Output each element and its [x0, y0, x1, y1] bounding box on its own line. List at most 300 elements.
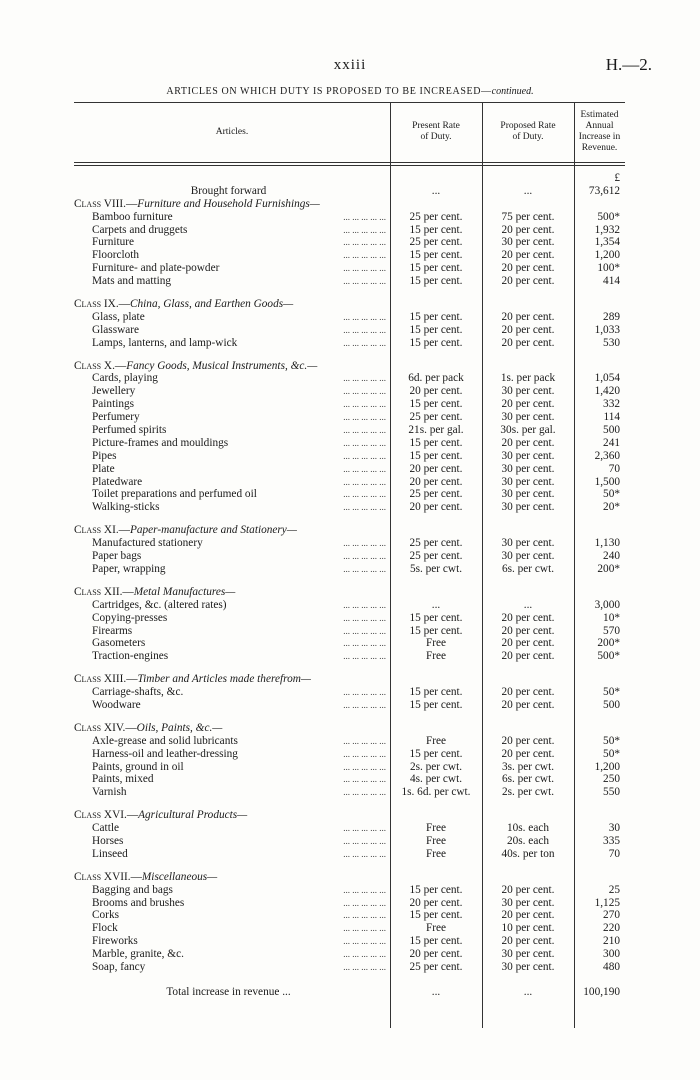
present-rate-cell: Free [425, 637, 447, 650]
class-heading [74, 722, 625, 735]
table-row [74, 835, 625, 848]
class-title: Class XIV.— [74, 721, 137, 734]
increase-cell: 1,500 [594, 475, 620, 488]
proposed-rate-cell: 30 per cent. [501, 948, 555, 961]
proposed-rate-cell: ... [523, 184, 533, 197]
leader-dots: ... ... ... ... ... [343, 638, 386, 649]
leader-dots: ... ... ... ... ... [343, 551, 386, 562]
table-row [74, 224, 625, 237]
increase-cell: 100* [597, 262, 620, 275]
leader-dots: ... ... ... ... ... [343, 848, 386, 859]
present-rate-cell: 15 per cent. [409, 449, 463, 462]
present-rate-cell: 15 per cent. [409, 935, 463, 948]
leader-dots: ... ... ... ... ... [343, 884, 386, 895]
article-name: Gasometers [92, 637, 148, 649]
class-title-cell [74, 809, 386, 822]
increase-cell: 332 [603, 398, 620, 411]
proposed-rate-cell: 30 per cent. [501, 501, 555, 514]
present-rate-cell: 4s. per cwt. [409, 773, 463, 786]
proposed-rate-cell: 20 per cent. [501, 935, 555, 948]
proposed-rate-cell: 30 per cent. [501, 960, 555, 973]
article-name: Woodware [92, 699, 144, 711]
present-rate-cell: 5s. per cwt. [409, 562, 463, 575]
column-header-estimated-increase: Estimated Annual Increase in Revenue. [578, 110, 621, 153]
increase-cell: 1,033 [594, 323, 620, 336]
proposed-rate-cell: 20 per cent. [501, 249, 555, 262]
class-title-cell [74, 198, 386, 211]
present-rate-cell: 15 per cent. [409, 611, 463, 624]
table-row [74, 236, 625, 249]
article-name: Manufactured stationery [92, 537, 206, 549]
present-rate-cell: 15 per cent. [409, 336, 463, 349]
increase-cell: 1,200 [594, 760, 620, 773]
table-row [74, 909, 625, 922]
article-name: Axle-grease and solid lubricants [92, 735, 241, 747]
class-subtitle: Fancy Goods, Musical Instruments, &c.— [126, 359, 318, 372]
class-subtitle: Agricultural Products— [138, 809, 248, 822]
increase-cell: 30 [608, 822, 620, 835]
leader-dots: ... ... ... ... ... [343, 237, 386, 248]
present-rate-cell: 15 per cent. [409, 310, 463, 323]
increase-cell: 414 [603, 275, 620, 288]
increase-cell: 1,420 [594, 385, 620, 398]
increase-cell: 20* [603, 501, 620, 514]
present-rate-cell: Free [425, 834, 447, 847]
leader-dots: ... ... ... ... ... [343, 324, 386, 335]
present-rate-cell: 15 per cent. [409, 262, 463, 275]
leader-dots: ... ... ... ... ... [343, 761, 386, 772]
article-name: Paints, ground in oil [92, 761, 187, 773]
proposed-rate-cell: 30 per cent. [501, 462, 555, 475]
proposed-rate-cell: 20 per cent. [501, 883, 555, 896]
table-row [74, 761, 625, 774]
article-name: Jewellery [92, 385, 138, 397]
increase-cell: 550 [603, 786, 620, 799]
proposed-rate-cell: 20 per cent. [501, 323, 555, 336]
article-name: Pipes [92, 450, 119, 462]
increase-cell: 500 [603, 424, 620, 437]
proposed-rate-cell: 30 per cent. [501, 475, 555, 488]
increase-cell: 500 [603, 698, 620, 711]
class-heading [74, 298, 625, 311]
leader-dots: ... ... ... ... ... [343, 425, 386, 436]
present-rate-cell: 25 per cent. [409, 960, 463, 973]
leader-dots: ... ... ... ... ... [343, 936, 386, 947]
class-heading [74, 871, 625, 884]
table-row [74, 411, 625, 424]
present-rate-cell: 25 per cent. [409, 411, 463, 424]
present-rate-cell: 2s. per cwt. [409, 760, 463, 773]
page-title [0, 86, 700, 97]
table-row [74, 922, 625, 935]
increase-cell: 210 [603, 935, 620, 948]
article-name: Paints, mixed [92, 773, 157, 785]
present-rate-cell: 25 per cent. [409, 537, 463, 550]
present-rate-cell: 15 per cent. [409, 747, 463, 760]
table-row [74, 311, 625, 324]
article-name: Total increase in revenue ... [166, 986, 293, 998]
class-heading [74, 586, 625, 599]
leader-dots: ... ... ... ... ... [343, 699, 386, 710]
present-rate-cell: 15 per cent. [409, 698, 463, 711]
increase-cell: 570 [603, 624, 620, 637]
increase-cell: 500* [597, 210, 620, 223]
proposed-rate-cell: ... [523, 985, 533, 998]
leader-dots: ... ... ... ... ... [343, 599, 386, 610]
leader-dots: ... ... ... ... ... [343, 612, 386, 623]
article-name: Toilet preparations and perfumed oil [92, 488, 260, 500]
column-header-proposed-rate: Proposed Rate of Duty. [500, 121, 556, 142]
article-name: Platedware [92, 476, 145, 488]
proposed-rate-cell: 20 per cent. [501, 262, 555, 275]
leader-dots: ... ... ... ... ... [343, 311, 386, 322]
class-title: Class XII.— [74, 585, 134, 598]
article-name: Paper, wrapping [92, 563, 169, 575]
table-row [74, 773, 625, 786]
present-rate-cell: ... [431, 184, 441, 197]
present-rate-cell: 20 per cent. [409, 501, 463, 514]
leader-dots: ... ... ... ... ... [343, 489, 386, 500]
article-name: Corks [92, 909, 122, 921]
proposed-rate-cell: 20 per cent. [501, 223, 555, 236]
table-row [74, 786, 625, 799]
proposed-rate-cell: 6s. per cwt. [501, 562, 555, 575]
leader-dots: ... ... ... ... ... [343, 450, 386, 461]
present-rate-cell: 15 per cent. [409, 624, 463, 637]
article-name: Linseed [92, 848, 131, 860]
class-title: Class VIII.— [74, 197, 138, 210]
proposed-rate-cell: ... [523, 598, 533, 611]
table-row [74, 372, 625, 385]
article-cell [74, 984, 386, 1000]
increase-cell: 240 [603, 550, 620, 563]
increase-cell: 200* [597, 637, 620, 650]
class-title-cell [74, 524, 386, 537]
article-name: Glass, plate [92, 311, 148, 323]
title-main: ARTICLES ON WHICH DUTY IS PROPOSED TO BE INCREASED— [166, 86, 492, 97]
present-rate-cell: 20 per cent. [409, 896, 463, 909]
proposed-rate-cell: 30 per cent. [501, 537, 555, 550]
article-name: Varnish [92, 786, 130, 798]
page-number: xxiii [333, 57, 367, 73]
article-name: Lamps, lanterns, and lamp-wick [92, 337, 240, 349]
table-row [74, 625, 625, 638]
article-name: Cards, playing [92, 372, 161, 384]
class-subtitle: Miscellaneous— [141, 870, 218, 883]
proposed-rate-cell: 20s. each [506, 834, 550, 847]
table-row [74, 686, 625, 699]
leader-dots: ... ... ... ... ... [343, 835, 386, 846]
table-row [74, 550, 625, 563]
class-title-cell [74, 871, 386, 884]
present-rate-cell: 25 per cent. [409, 488, 463, 501]
leader-dots: ... ... ... ... ... [343, 224, 386, 235]
increase-cell: 25 [608, 883, 620, 896]
present-rate-cell: 20 per cent. [409, 462, 463, 475]
class-subtitle: Paper-manufacture and Stationery— [129, 524, 297, 537]
table-row [74, 897, 625, 910]
table-row [74, 984, 625, 1000]
table-row [74, 463, 625, 476]
class-heading [74, 673, 625, 686]
proposed-rate-cell: 20 per cent. [501, 637, 555, 650]
increase-cell: 1,932 [594, 223, 620, 236]
proposed-rate-cell: 20 per cent. [501, 624, 555, 637]
class-subtitle: Furniture and Household Furnishings— [137, 197, 320, 210]
proposed-rate-cell: 20 per cent. [501, 909, 555, 922]
proposed-rate-cell: 30 per cent. [501, 488, 555, 501]
article-name: Harness-oil and leather-dressing [92, 748, 241, 760]
present-rate-cell: 15 per cent. [409, 323, 463, 336]
article-name: Furniture [92, 236, 137, 248]
table-row [74, 884, 625, 897]
increase-cell: 530 [603, 336, 620, 349]
table-row [74, 398, 625, 411]
increase-cell: 1,354 [594, 236, 620, 249]
leader-dots: ... ... ... ... ... [343, 910, 386, 921]
class-title-cell [74, 298, 386, 311]
table-row [74, 185, 625, 198]
class-heading [74, 198, 625, 211]
proposed-rate-cell: 20 per cent. [501, 398, 555, 411]
table-row [74, 337, 625, 350]
article-name: Perfumed spirits [92, 424, 169, 436]
class-title-cell [74, 586, 386, 599]
article-name: Marble, granite, &c. [92, 948, 187, 960]
document-reference: H.—2. [605, 55, 652, 74]
present-rate-cell: 15 per cent. [409, 909, 463, 922]
proposed-rate-cell: 20 per cent. [501, 698, 555, 711]
increase-cell: 2,360 [594, 449, 620, 462]
leader-dots: ... ... ... ... ... [343, 399, 386, 410]
proposed-rate-cell: 30 per cent. [501, 896, 555, 909]
leader-dots: ... ... ... ... ... [343, 337, 386, 348]
table-row [74, 211, 625, 224]
increase-cell: 10* [603, 611, 620, 624]
present-rate-cell: 25 per cent. [409, 236, 463, 249]
leader-dots: ... ... ... ... ... [343, 961, 386, 972]
present-rate-cell: 15 per cent. [409, 436, 463, 449]
leader-dots: ... ... ... ... ... [343, 651, 386, 662]
increase-cell: 70 [608, 847, 620, 860]
proposed-rate-cell: 3s. per cwt. [501, 760, 555, 773]
increase-cell: £ [614, 172, 620, 184]
article-name: Soap, fancy [92, 961, 148, 973]
leader-dots: ... ... ... ... ... [343, 373, 386, 384]
table-row [74, 488, 625, 501]
article-name: Copying-presses [92, 612, 170, 624]
article-name: Carriage-shafts, &c. [92, 686, 186, 698]
present-rate-cell: Free [425, 734, 447, 747]
leader-dots: ... ... ... ... ... [343, 412, 386, 423]
increase-cell: 220 [603, 922, 620, 935]
present-rate-cell: 20 per cent. [409, 948, 463, 961]
increase-cell: 289 [603, 310, 620, 323]
present-rate-cell: 15 per cent. [409, 686, 463, 699]
increase-cell: 1,125 [594, 896, 620, 909]
present-rate-cell: 15 per cent. [409, 275, 463, 288]
table-row [74, 563, 625, 576]
increase-cell: 50* [603, 488, 620, 501]
proposed-rate-cell: 30 per cent. [501, 411, 555, 424]
leader-dots: ... ... ... ... ... [343, 748, 386, 759]
class-title-cell [74, 360, 386, 373]
leader-dots: ... ... ... ... ... [343, 250, 386, 261]
table-row [74, 699, 625, 712]
article-name: Carpets and druggets [92, 224, 190, 236]
present-rate-cell: 15 per cent. [409, 883, 463, 896]
proposed-rate-cell: 20 per cent. [501, 275, 555, 288]
leader-dots: ... ... ... ... ... [343, 687, 386, 698]
proposed-rate-cell: 30 per cent. [501, 385, 555, 398]
leader-dots: ... ... ... ... ... [343, 476, 386, 487]
article-name: Furniture- and plate-powder [92, 262, 222, 274]
increase-cell: 335 [603, 834, 620, 847]
class-title: Class XVI.— [74, 809, 139, 822]
increase-cell: 1,054 [594, 372, 620, 385]
table-row [74, 172, 625, 185]
proposed-rate-cell: 20 per cent. [501, 436, 555, 449]
increase-cell: 270 [603, 909, 620, 922]
article-name: Paintings [92, 398, 137, 410]
article-name: Brooms and brushes [92, 897, 187, 909]
present-rate-cell: 15 per cent. [409, 249, 463, 262]
increase-cell: 500* [597, 650, 620, 663]
article-name: Glassware [92, 324, 142, 336]
proposed-rate-cell: 1s. per pack [500, 372, 556, 385]
proposed-rate-cell: 20 per cent. [501, 310, 555, 323]
present-rate-cell: 25 per cent. [409, 550, 463, 563]
class-title: Class X.— [74, 359, 127, 372]
article-name: Picture-frames and mouldings [92, 437, 231, 449]
increase-cell: 114 [603, 411, 620, 424]
article-name: Mats and matting [92, 275, 174, 287]
leader-dots: ... ... ... ... ... [343, 897, 386, 908]
leader-dots: ... ... ... ... ... [343, 276, 386, 287]
increase-cell: 300 [603, 948, 620, 961]
increase-cell: 1,200 [594, 249, 620, 262]
increase-cell: 100,190 [583, 985, 620, 998]
table-row [74, 822, 625, 835]
class-title-cell [74, 722, 386, 735]
increase-cell: 50* [603, 747, 620, 760]
leader-dots: ... ... ... ... ... [343, 211, 386, 222]
proposed-rate-cell: 20 per cent. [501, 734, 555, 747]
article-name: Traction-engines [92, 650, 171, 662]
leader-dots: ... ... ... ... ... [343, 386, 386, 397]
class-title: Class IX.— [74, 298, 130, 311]
proposed-rate-cell: 40s. per ton [501, 847, 555, 860]
increase-cell: 50* [603, 734, 620, 747]
class-subtitle: Metal Manufactures— [133, 585, 236, 598]
table-row [74, 450, 625, 463]
class-heading [74, 524, 625, 537]
present-rate-cell: 6d. per pack [408, 372, 464, 385]
column-header-present-rate: Present Rate of Duty. [412, 121, 460, 142]
present-rate-cell: 15 per cent. [409, 398, 463, 411]
article-name: Perfumery [92, 411, 143, 423]
class-subtitle: Oils, Paints, &c.— [136, 721, 223, 734]
proposed-rate-cell: 20 per cent. [501, 650, 555, 663]
present-rate-cell: 20 per cent. [409, 385, 463, 398]
table-row [74, 612, 625, 625]
leader-dots: ... ... ... ... ... [343, 437, 386, 448]
leader-dots: ... ... ... ... ... [343, 502, 386, 513]
article-name: Firearms [92, 625, 135, 637]
table-row [74, 424, 625, 437]
proposed-rate-cell: 20 per cent. [501, 686, 555, 699]
article-name: Brought forward [191, 185, 270, 197]
table-row [74, 961, 625, 974]
leader-dots: ... ... ... ... ... [343, 463, 386, 474]
present-rate-cell: Free [425, 847, 447, 860]
article-name: Cattle [92, 822, 122, 834]
proposed-rate-cell: 30s. per gal. [500, 424, 556, 437]
table-row [74, 324, 625, 337]
table-row [74, 262, 625, 275]
table-row [74, 848, 625, 861]
leader-dots: ... ... ... ... ... [343, 787, 386, 798]
proposed-rate-cell: 10s. each [506, 822, 550, 835]
proposed-rate-cell: 6s. per cwt. [501, 773, 555, 786]
table-row [74, 948, 625, 961]
increase-cell: 1,130 [594, 537, 620, 550]
article-name: Plate [92, 463, 118, 475]
proposed-rate-cell: 20 per cent. [501, 336, 555, 349]
increase-cell: 70 [608, 462, 620, 475]
table-row [74, 537, 625, 550]
column-header-articles: Articles. [215, 126, 249, 137]
present-rate-cell: 21s. per gal. [408, 424, 464, 437]
class-title: Class XVII.— [74, 870, 142, 883]
class-subtitle: Timber and Articles made therefrom— [137, 673, 311, 686]
table-row [74, 599, 625, 612]
article-name: Floorcloth [92, 249, 142, 261]
increase-cell: 3,000 [594, 598, 620, 611]
proposed-rate-cell: 10 per cent. [501, 922, 555, 935]
proposed-rate-cell: 75 per cent. [501, 210, 555, 223]
table-row [74, 249, 625, 262]
present-rate-cell: Free [425, 650, 447, 663]
article-name: Bagging and bags [92, 884, 176, 896]
proposed-rate-cell: 30 per cent. [501, 550, 555, 563]
present-rate-cell: 1s. 6d. per cwt. [401, 786, 471, 799]
table-row [74, 385, 625, 398]
proposed-rate-cell: 30 per cent. [501, 449, 555, 462]
proposed-rate-cell: 2s. per cwt. [501, 786, 555, 799]
increase-cell: 250 [603, 773, 620, 786]
proposed-rate-cell: 20 per cent. [501, 611, 555, 624]
duty-table [74, 102, 625, 1028]
table-row [74, 735, 625, 748]
present-rate-cell: ... [431, 985, 441, 998]
increase-cell: 241 [603, 436, 620, 449]
leader-dots: ... ... ... ... ... [343, 263, 386, 274]
table-row [74, 501, 625, 514]
table-row [74, 637, 625, 650]
article-name: Bamboo furniture [92, 211, 176, 223]
present-rate-cell: 25 per cent. [409, 210, 463, 223]
increase-cell: 480 [603, 960, 620, 973]
present-rate-cell: 20 per cent. [409, 475, 463, 488]
leader-dots: ... ... ... ... ... [343, 625, 386, 636]
leader-dots: ... ... ... ... ... [343, 538, 386, 549]
table-row [74, 275, 625, 288]
leader-dots: ... ... ... ... ... [343, 563, 386, 574]
article-name: Paper bags [92, 550, 144, 562]
increase-cell: 73,612 [588, 184, 620, 197]
table-row [74, 437, 625, 450]
